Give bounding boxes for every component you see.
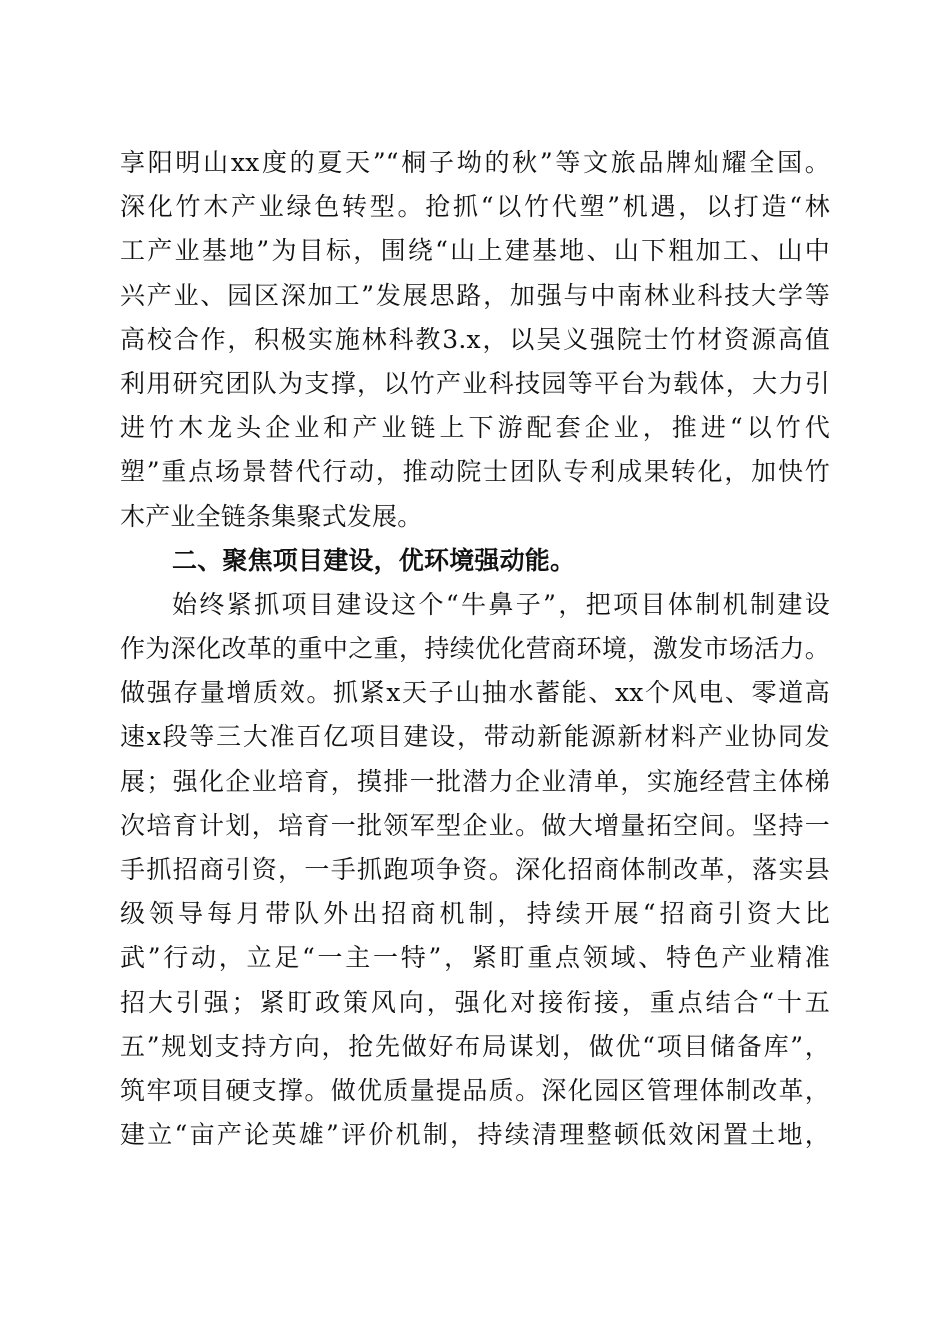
- text-line: 高校合作，积极实施林科教3.x，以吴义强院士竹材资源高值: [120, 324, 830, 354]
- text-line: 级领导每月带队外出招商机制，持续开展“招商引资大比: [120, 899, 830, 929]
- text-line: 木产业全链条集聚式发展。: [120, 501, 423, 531]
- body-text: [120, 141, 830, 1157]
- section-heading: 二、聚焦项目建设，优环境强动能。: [172, 545, 576, 575]
- text-line: 建立“亩产论英雄”评价机制，持续清理整顿低效闲置土地，: [120, 1120, 830, 1150]
- text-line: 作为深化改革的重中之重，持续优化营商环境，激发市场活力。: [120, 634, 830, 664]
- text-line: 速x段等三大准百亿项目建设，带动新能源新材料产业协同发: [120, 722, 830, 752]
- text-line: 展；强化企业培育，摸排一批潜力企业清单，实施经营主体梯: [120, 766, 830, 796]
- text-line: 工产业基地”为目标，围绕“山上建基地、山下粗加工、山中: [120, 236, 830, 266]
- text-line: 筑牢项目硬支撑。做优质量提品质。深化园区管理体制改革，: [120, 1075, 830, 1105]
- text-line: 武”行动，立足“一主一特”，紧盯重点领域、特色产业精准: [120, 943, 830, 973]
- text-line: 手抓招商引资，一手抓跑项争资。深化招商体制改革，落实县: [120, 855, 830, 884]
- text-line: 五”规划支持方向，抢先做好布局谋划，做优“项目储备库”，: [120, 1031, 830, 1061]
- paragraph-start-line: 始终紧抓项目建设这个“牛鼻子”，把项目体制机制建设: [172, 589, 830, 619]
- text-line: 进竹木龙头企业和产业链上下游配套企业，推进“以竹代: [120, 413, 830, 443]
- text-line: 享阳明山xx度的夏天”“桐子坳的秋”等文旅品牌灿耀全国。: [120, 148, 830, 177]
- text-line: 做强存量增质效。抓紧x天子山抽水蓄能、xx个风电、零道高: [120, 678, 830, 708]
- text-line: 利用研究团队为支撑，以竹产业科技园等平台为载体，大力引: [120, 368, 830, 398]
- text-line: 塑”重点场景替代行动，推动院士团队专利成果转化，加快竹: [120, 457, 830, 487]
- text-line: 招大引强；紧盯政策风向，强化对接衔接，重点结合“十五: [120, 987, 830, 1017]
- text-line: 兴产业、园区深加工”发展思路，加强与中南林业科技大学等: [120, 280, 830, 310]
- text-line: 次培育计划，培育一批领军型企业。做大增量拓空间。坚持一: [120, 810, 830, 840]
- text-line: 深化竹木产业绿色转型。抢抓“以竹代塑”机遇，以打造“林: [120, 192, 830, 222]
